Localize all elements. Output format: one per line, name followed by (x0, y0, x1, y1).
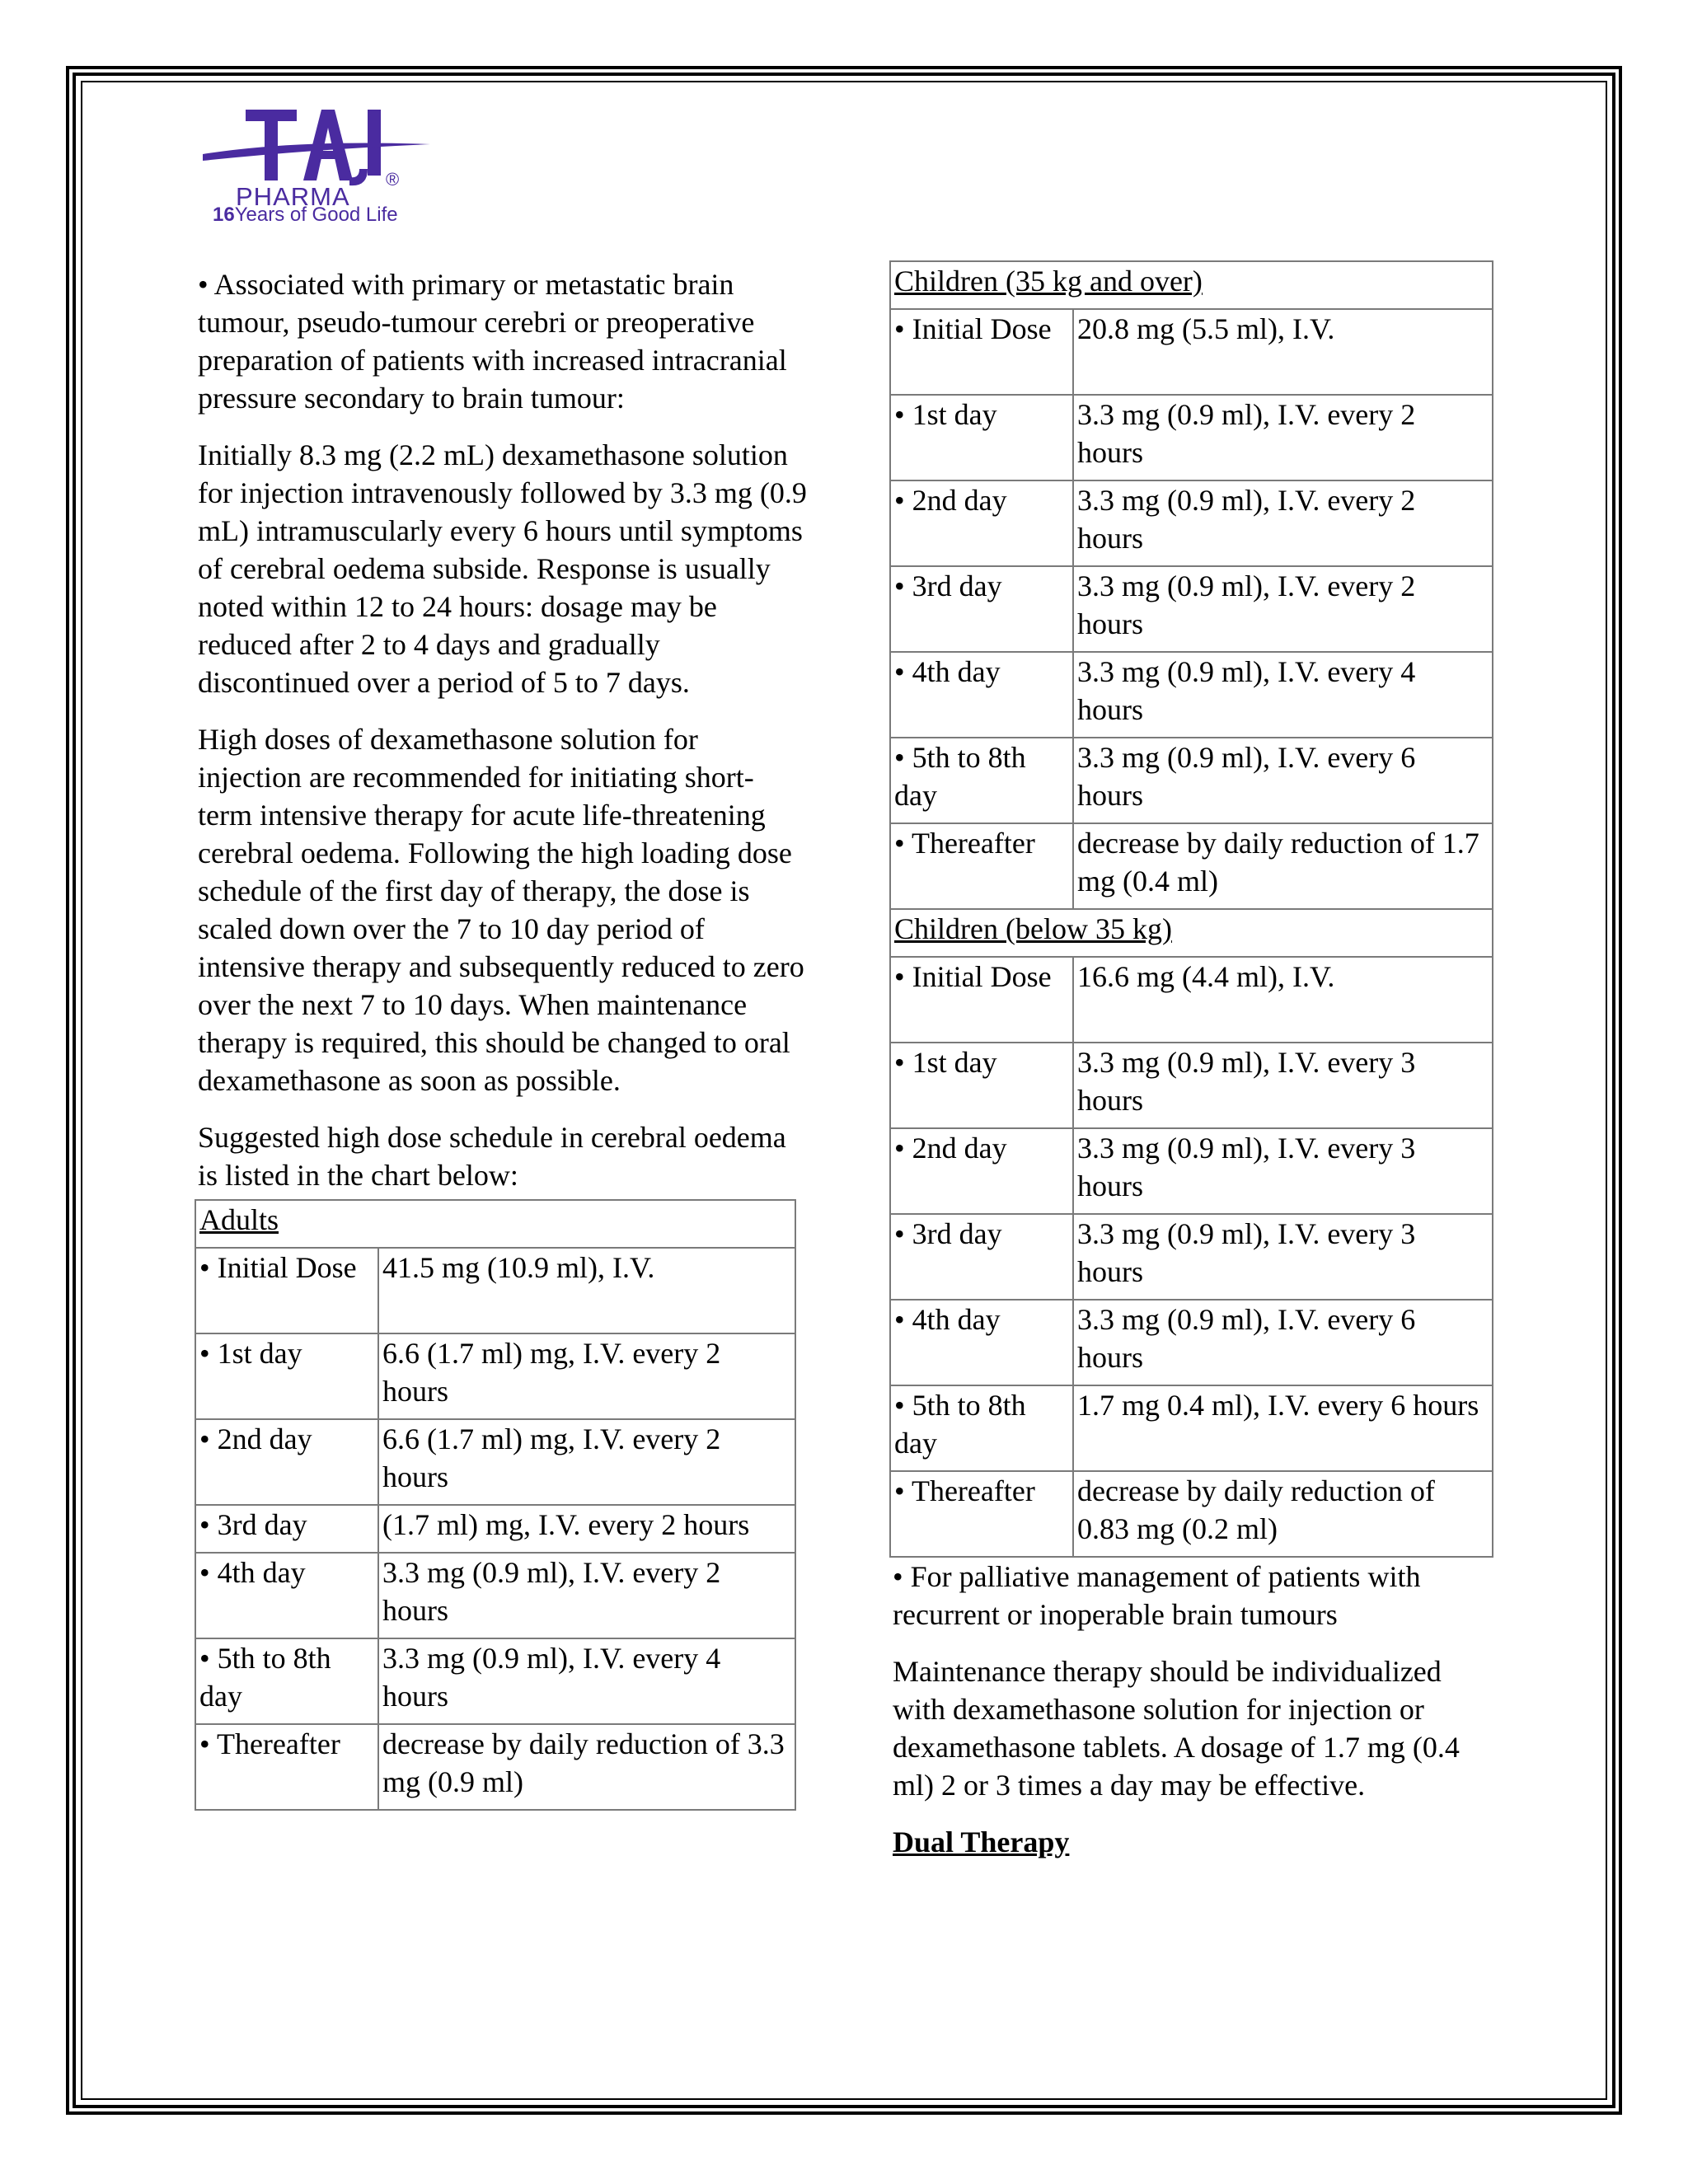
row-value: decrease by daily reduction of 1.7 mg (0.4 ml) (1073, 823, 1493, 909)
adults-dose-table (195, 1199, 796, 1811)
dual-therapy-heading: Dual Therapy (893, 1825, 1070, 1858)
row-value: 20.8 mg (5.5 ml), I.V. (1073, 309, 1493, 395)
row-label: • 3rd day (195, 1505, 378, 1553)
table-row (890, 395, 1493, 480)
table-row (195, 1333, 795, 1419)
row-label: • Thereafter (890, 1471, 1073, 1557)
logo-pharma-text: PHARMA (236, 182, 350, 211)
table-row (890, 1043, 1493, 1128)
row-label: • 1st day (195, 1333, 378, 1419)
row-value: 41.5 mg (10.9 ml), I.V. (378, 1248, 795, 1333)
paragraph-maintenance: Maintenance therapy should be individualized with dexamethasone solution for injection or dexamethasone tablets. A dosage of 1.7 mg (0.4 ml) 2 or 3 times a day may be effective. (893, 1655, 1460, 1802)
row-label: • 1st day (890, 395, 1073, 480)
logo-tagline (213, 204, 398, 227)
table-row (890, 957, 1493, 1043)
row-value: 3.3 mg (0.9 ml), I.V. every 6 hours (1073, 738, 1493, 823)
table-row (195, 1248, 795, 1333)
row-label: • 2nd day (890, 1128, 1073, 1214)
children-35-over-dose-table (889, 260, 1493, 1558)
table-row (890, 1300, 1493, 1385)
table-row (195, 1553, 795, 1638)
table-row (195, 1505, 795, 1553)
row-label: • 2nd day (890, 480, 1073, 566)
row-label: • Thereafter (890, 823, 1073, 909)
row-label: • 2nd day (195, 1419, 378, 1505)
row-label: • 1st day (890, 1043, 1073, 1128)
row-value: 6.6 (1.7 ml) mg, I.V. every 2 hours (378, 1419, 795, 1505)
table-row (890, 1471, 1493, 1557)
row-label: • 3rd day (890, 1214, 1073, 1300)
row-label: • 4th day (195, 1553, 378, 1638)
table-row (890, 738, 1493, 823)
row-label: • 5th to 8th day (195, 1638, 378, 1724)
row-value: 3.3 mg (0.9 ml), I.V. every 2 hours (1073, 395, 1493, 480)
registered-mark: ® (386, 169, 400, 190)
paragraph-schedule-intro: Suggested high dose schedule in cerebral oedema is listed in the chart below: (198, 1121, 786, 1192)
paragraph-initial-dosing: Initially 8.3 mg (2.2 mL) dexamethasone solution for injection intravenously followed by 3.3 mg (0.9 mL) intramuscularly every 6 hours until symptoms of cerebral oedema subside. Response is usually noted within 12 to 24 hours: dosage may be reduced after 2 to 4 days and gradually discontinued over a period of 5 to 7 days. (198, 438, 807, 699)
row-label: • Initial Dose (890, 309, 1073, 395)
paragraph-indication: • Associated with primary or metastatic brain tumour, pseudo-tumour cerebri or preoperative preparation of patients with increased intracranial pressure secondary to brain tumour: (198, 268, 787, 415)
row-value: decrease by daily reduction of 0.83 mg (0.2 ml) (1073, 1471, 1493, 1557)
row-value: 3.3 mg (0.9 ml), I.V. every 6 hours (1073, 1300, 1493, 1385)
row-label: • 5th to 8th day (890, 1385, 1073, 1471)
row-value: 3.3 mg (0.9 ml), I.V. every 3 hours (1073, 1043, 1493, 1128)
row-label: • Thereafter (195, 1724, 378, 1810)
children-35-over-heading: Children (35 kg and over) (890, 261, 1493, 309)
paragraph-high-doses: High doses of dexamethasone solution for injection are recommended for initiating short-term intensive therapy for acute life-threatening cerebral oedema. Following the high loading dose schedule of the first day of therapy, the dose is scaled down over the 7 to 10 day period of intensive therapy and subsequently reduced to zero over the next 7 to 10 days. When maintenance therapy is required, this should be changed to oral dexamethasone as soon as possible. (198, 723, 804, 1097)
table-row (890, 1385, 1493, 1471)
taj-pharma-logo (198, 103, 437, 235)
paragraph-palliative: • For palliative management of patients with recurrent or inoperable brain tumours (893, 1560, 1421, 1631)
row-value: decrease by daily reduction of 3.3 mg (0.9 ml) (378, 1724, 795, 1810)
tagline-text: Years of Good Life (234, 204, 398, 226)
table-row (195, 1724, 795, 1810)
table-row (890, 480, 1493, 566)
row-label: • 4th day (890, 652, 1073, 738)
row-value: 16.6 mg (4.4 ml), I.V. (1073, 957, 1493, 1043)
adults-table-heading: Adults (195, 1200, 795, 1248)
row-value: 3.3 mg (0.9 ml), I.V. every 2 hours (1073, 480, 1493, 566)
row-value: 1.7 mg 0.4 ml), I.V. every 6 hours (1073, 1385, 1493, 1471)
row-value: (1.7 ml) mg, I.V. every 2 hours (378, 1505, 795, 1553)
row-label: • Initial Dose (195, 1248, 378, 1333)
table-row (890, 1214, 1493, 1300)
right-column (893, 265, 1494, 1880)
row-label: • 3rd day (890, 566, 1073, 652)
row-value: 3.3 mg (0.9 ml), I.V. every 4 hours (1073, 652, 1493, 738)
row-value: 3.3 mg (0.9 ml), I.V. every 2 hours (378, 1553, 795, 1638)
tagline-years-number: 16 (213, 204, 235, 226)
row-label: • 4th day (890, 1300, 1073, 1385)
row-value: 3.3 mg (0.9 ml), I.V. every 3 hours (1073, 1214, 1493, 1300)
row-label: • Initial Dose (890, 957, 1073, 1043)
left-column (198, 265, 808, 1811)
table-row (195, 1419, 795, 1505)
row-value: 3.3 mg (0.9 ml), I.V. every 4 hours (378, 1638, 795, 1724)
row-value: 6.6 (1.7 ml) mg, I.V. every 2 hours (378, 1333, 795, 1419)
row-label: • 5th to 8th day (890, 738, 1073, 823)
table-row (890, 652, 1493, 738)
row-value: 3.3 mg (0.9 ml), I.V. every 2 hours (1073, 566, 1493, 652)
table-row (195, 1638, 795, 1724)
table-row (890, 309, 1493, 395)
table-row (890, 1128, 1493, 1214)
table-row (890, 823, 1493, 909)
taj-logo-mark (198, 103, 437, 194)
children-below-35-heading: Children (below 35 kg) (890, 909, 1493, 957)
table-row (890, 566, 1493, 652)
row-value: 3.3 mg (0.9 ml), I.V. every 3 hours (1073, 1128, 1493, 1214)
